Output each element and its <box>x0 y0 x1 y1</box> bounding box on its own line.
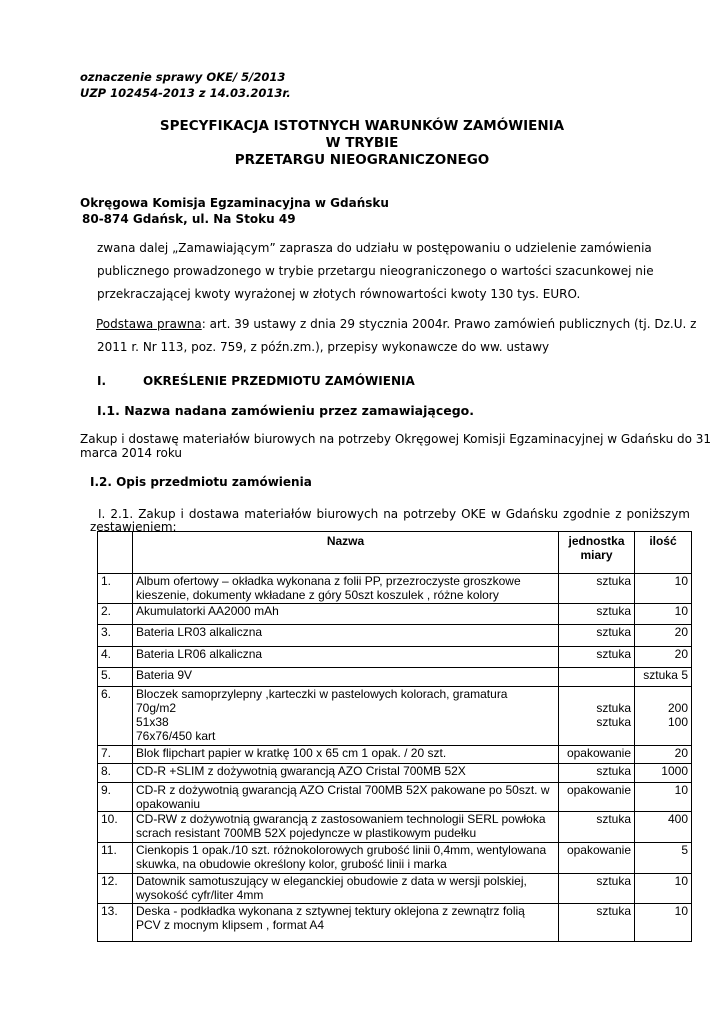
row-number: 3. <box>98 625 133 647</box>
header-unit-line2: miary <box>580 548 613 562</box>
item-name-line: Album ofertowy – okładka wykonana z folii PP, przezroczyste groszkowe <box>136 574 521 588</box>
item-quantity-line: 1000 <box>661 764 688 778</box>
item-name-line: scrach resistant 700MB 52X pojedyncze w plastikowym pudełku <box>136 826 477 840</box>
item-name <box>133 574 559 604</box>
row-number: 12. <box>98 874 133 904</box>
item-quantity-line: 20 <box>674 647 688 661</box>
table-body <box>98 574 692 942</box>
document-title-line3: PRZETARGU NIEOGRANICZONEGO <box>234 152 490 168</box>
item-unit-line: sztuka <box>596 625 631 639</box>
legal-basis-line-2: 2011 r. Nr 113, poz. 759, z późn.zm.), przepisy wykonawcze do ww. ustawy <box>97 340 550 354</box>
item-unit-line: sztuka <box>596 574 631 588</box>
subsection-1-line-1: Zakup i dostawę materiałów biurowych na potrzeby Okręgowej Komisji Egzaminacyjnej w Gdańsku do 31 <box>80 432 712 446</box>
table-row <box>98 604 692 625</box>
table-header-row <box>98 532 692 574</box>
item-name-line: Akumulatorki AA2000 mAh <box>136 604 279 618</box>
subsection-2-line-2: zestawieniem: <box>90 520 177 534</box>
table-row <box>98 687 692 746</box>
row-number: 11. <box>98 843 133 874</box>
item-name-line: Cienkopis 1 opak./10 szt. różnokolorowych grubość linii 0,4mm, wentylowana <box>136 843 547 857</box>
item-name <box>133 668 559 687</box>
item-name-line: Blok flipchart papier w kratkę 100 x 65 cm 1 opak. / 20 szt. <box>136 746 447 760</box>
item-unit-line: sztuka <box>596 604 631 618</box>
item-name-line: 51x38 <box>136 715 169 729</box>
item-quantity-line: 10 <box>674 783 688 797</box>
item-quantity-line: 400 <box>667 812 688 826</box>
item-unit-line: sztuka <box>596 812 631 826</box>
item-quantity-line: 200 <box>667 701 688 715</box>
intro-line-3: przekraczającej kwoty wyrażonej w złotych równowartości kwoty 130 tys. EURO. <box>97 287 581 301</box>
table-row <box>98 874 692 904</box>
item-name <box>133 904 559 942</box>
header-unit-line1: jednostka <box>568 534 625 548</box>
subsection-2-title: I.2. Opis przedmiotu zamówienia <box>90 475 312 489</box>
item-unit <box>559 746 635 764</box>
uzp-reference: UZP 102454-2013 z 14.03.2013r. <box>80 86 291 100</box>
subsection-2-line-1: I. 2.1. Zakup i dostawa materiałów biurowych na potrzeby OKE w Gdańsku zgodnie z poniższym <box>98 507 690 521</box>
document-title-line1: SPECYFIKACJA ISTOTNYCH WARUNKÓW ZAMÓWIENIA <box>159 118 565 134</box>
item-unit <box>559 604 635 625</box>
item-quantity-line: 100 <box>667 715 688 729</box>
item-unit <box>559 668 635 687</box>
case-reference: oznaczenie sprawy OKE/ 5/2013 <box>80 70 286 84</box>
item-quantity-line: 20 <box>674 746 688 760</box>
table-row <box>98 625 692 647</box>
item-unit-line <box>562 687 631 701</box>
subsection-1-line-2: marca 2014 roku <box>80 446 183 460</box>
legal-basis-text: : art. 39 ustawy z dnia 29 stycznia 2004r. Prawo zamówień publicznych (tj. Dz.U. z <box>201 317 697 331</box>
row-number: 1. <box>98 574 133 604</box>
header-quantity: ilość <box>635 532 692 574</box>
header-name: Nazwa <box>133 532 559 574</box>
intro-line-1: zwana dalej „Zamawiającym” zaprasza do udziału w postępowaniu o udzielenie zamówienia <box>97 241 652 255</box>
item-name <box>133 874 559 904</box>
item-unit <box>559 625 635 647</box>
item-unit <box>559 904 635 942</box>
row-number: 6. <box>98 687 133 746</box>
item-name <box>133 625 559 647</box>
item-quantity-line <box>638 687 688 701</box>
row-number: 10. <box>98 812 133 843</box>
item-quantity <box>635 604 692 625</box>
table-row <box>98 764 692 783</box>
item-unit <box>559 647 635 668</box>
row-number: 9. <box>98 783 133 812</box>
item-name-line: 70g/m2 <box>136 701 177 715</box>
header-number <box>98 532 133 574</box>
section-number: I. <box>97 374 107 388</box>
item-name-line: Datownik samotuszujący w eleganckiej obudowie z data w wersji polskiej, <box>136 874 527 888</box>
item-unit-line: opakowanie <box>566 783 631 797</box>
row-number: 2. <box>98 604 133 625</box>
item-name-line: CD-R +SLIM z dożywotnią gwarancją AZO Cristal 700MB 52X <box>136 764 466 778</box>
item-name-line: opakowaniu <box>136 797 201 811</box>
item-unit-line <box>562 668 631 682</box>
item-unit-line: sztuka <box>596 701 631 715</box>
row-number: 4. <box>98 647 133 668</box>
item-name <box>133 764 559 783</box>
item-quantity <box>635 843 692 874</box>
item-name <box>133 843 559 874</box>
item-name-line: CD-RW z dożywotnią gwarancją z zastosowaniem technologii SERL powłoka <box>136 812 546 826</box>
intro-line-2: publicznego prowadzonego w trybie przetargu nieograniczonego o wartości szacunkowej nie <box>97 264 654 278</box>
item-quantity-line: 10 <box>674 574 688 588</box>
row-number: 8. <box>98 764 133 783</box>
row-number: 13. <box>98 904 133 942</box>
header-unit <box>559 532 635 574</box>
item-unit <box>559 812 635 843</box>
item-name-line: PCV z mocnym klipsem , format A4 <box>136 918 325 932</box>
items-table <box>97 531 692 942</box>
item-quantity-line: 5 <box>681 843 688 857</box>
item-name-line: Bateria LR06 alkaliczna <box>136 647 263 661</box>
item-quantity-line: 20 <box>674 625 688 639</box>
item-name-line: Deska - podkładka wykonana z sztywnej tektury oklejona z zewnątrz folią <box>136 904 525 918</box>
document-title-line2: W TRYBIE <box>325 135 399 151</box>
item-name <box>133 604 559 625</box>
item-name-line: Bateria 9V <box>136 668 193 682</box>
item-name-line: kieszenie, dokumenty wkładane z góry 50szt koszulek , różne kolory <box>136 588 499 602</box>
item-quantity <box>635 687 692 746</box>
item-name <box>133 687 559 746</box>
item-unit-line: opakowanie <box>566 843 631 857</box>
organization-name: Okręgowa Komisja Egzaminacyjna w Gdańsku <box>80 196 389 210</box>
table-row <box>98 812 692 843</box>
item-name-line: 76x76/450 kart <box>136 729 216 743</box>
item-name-line: wysokość cyfr/liter 4mm <box>136 888 264 902</box>
item-name <box>133 812 559 843</box>
item-name-line: CD-R z dożywotnią gwarancją AZO Cristal 700MB 52X pakowane po 50szt. w <box>136 783 550 797</box>
item-unit <box>559 687 635 746</box>
subsection-1-title: I.1. Nazwa nadana zamówieniu przez zamawiającego. <box>97 403 474 418</box>
item-quantity <box>635 874 692 904</box>
item-quantity <box>635 783 692 812</box>
item-name <box>133 647 559 668</box>
item-unit-line: sztuka <box>596 904 631 918</box>
item-quantity-line: sztuka 5 <box>643 668 688 682</box>
legal-basis-line-1 <box>96 317 696 331</box>
table-row <box>98 746 692 764</box>
item-quantity <box>635 764 692 783</box>
item-unit-line: opakowanie <box>566 746 631 760</box>
table-row <box>98 904 692 942</box>
item-unit <box>559 843 635 874</box>
legal-basis-label: Podstawa prawna <box>96 317 202 331</box>
item-name <box>133 746 559 764</box>
item-unit <box>559 874 635 904</box>
item-name <box>133 783 559 812</box>
item-unit-line: sztuka <box>596 874 631 888</box>
table-row <box>98 668 692 687</box>
item-quantity <box>635 574 692 604</box>
section-title: OKREŚLENIE PRZEDMIOTU ZAMÓWIENIA <box>143 374 415 388</box>
item-name-line: skuwka, na obudowie określony kolor, grubość linii i marka <box>136 857 447 871</box>
item-quantity <box>635 812 692 843</box>
table-row <box>98 647 692 668</box>
item-unit-line: sztuka <box>596 764 631 778</box>
item-unit-line: sztuka <box>596 715 631 729</box>
table-row <box>98 843 692 874</box>
item-unit <box>559 764 635 783</box>
item-quantity-line: 10 <box>674 874 688 888</box>
organization-address: 80-874 Gdańsk, ul. Na Stoku 49 <box>82 212 296 226</box>
item-name-line: Bloczek samoprzylepny ,karteczki w pastelowych kolorach, gramatura <box>136 687 508 701</box>
item-quantity <box>635 904 692 942</box>
item-quantity <box>635 668 692 687</box>
row-number: 5. <box>98 668 133 687</box>
table-row <box>98 574 692 604</box>
item-unit <box>559 783 635 812</box>
item-unit <box>559 574 635 604</box>
item-quantity <box>635 625 692 647</box>
item-quantity <box>635 647 692 668</box>
table-row <box>98 783 692 812</box>
item-quantity-line: 10 <box>674 904 688 918</box>
row-number: 7. <box>98 746 133 764</box>
item-quantity-line: 10 <box>674 604 688 618</box>
item-unit-line: sztuka <box>596 647 631 661</box>
item-name-line: Bateria LR03 alkaliczna <box>136 625 263 639</box>
item-quantity <box>635 746 692 764</box>
